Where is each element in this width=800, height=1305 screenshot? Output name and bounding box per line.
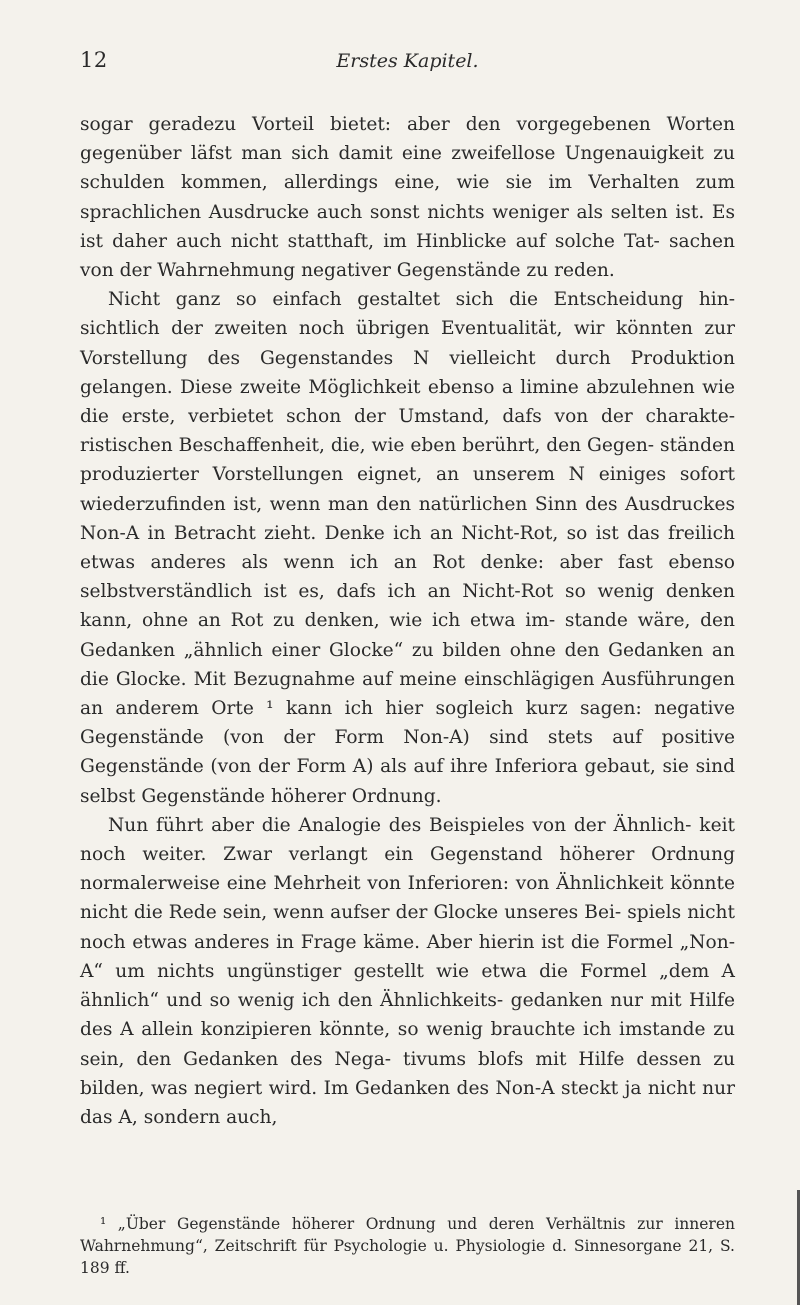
page-number: 12	[80, 48, 108, 72]
paragraph-1: sogar geradezu Vorteil bietet: aber den vorgegebenen Worten gegenüber läfst man sich damit eine zweifellose Ungenauigkeit zu schulden kommen, allerdings eine, wie sie im Verhalten zum sprachlichen Ausdrucke auch sonst nichts weniger als selten ist. Es ist daher auch nicht statthaft, im Hinblicke auf solche Tat- sachen von der Wahrnehmung negativer Gegenstände zu reden.	[80, 114, 735, 282]
paragraph-3: Nun führt aber die Analogie des Beispieles von der Ähnlich- keit noch weiter. Zwar verlangt ein Gegenstand höherer Ordnung normalerweise eine Mehrheit von Inferioren: von Ähnlichkeit könnte nicht die Rede sein, wenn aufser der Glocke unseres Bei- spiels nicht noch etwas anderes in Frage käme. Aber hierin ist die Formel „Non-A“ um nichts ungünstiger gestellt wie etwa die Formel „dem A ähnlich“ und so wenig ich den Ähnlichkeits- gedanken nur mit Hilfe des A allein konzipieren könnte, so wenig brauchte ich imstande zu sein, den Gedanken des Nega- tivums blofs mit Hilfe dessen zu bilden, was negiert wird. Im Gedanken des Non-A steckt ja nicht nur das A, sondern auch,	[80, 814, 735, 1128]
body-text	[80, 110, 735, 1132]
running-head: Erstes Kapitel.	[336, 50, 479, 72]
footnote: ¹ „Über Gegenstände höherer Ordnung und deren Verhältnis zur inneren Wahrnehmung“, Zeitschrift für Psychologie u. Physiologie d. Sinnesorgane 21, S. 189 ff.	[80, 1215, 735, 1277]
page-header	[80, 48, 735, 78]
paragraph-2: Nicht ganz so einfach gestaltet sich die Entscheidung hin- sichtlich der zweiten noch übrigen Eventualität, wir könnten zur Vorstellung des Gegenstandes N vielleicht durch Produktion gelangen. Diese zweite Möglichkeit ebenso a limine abzulehnen wie die erste, verbietet schon der Umstand, dafs von der charakte- ristischen Beschaffenheit, die, wie eben berührt, den Gegen- ständen produzierter Vorstellungen eignet, an unserem N einiges sofort wiederzufinden ist, wenn man den natürlichen Sinn des Ausdruckes Non-A in Betracht zieht. Denke ich an Nicht-Rot, so ist das freilich etwas anderes als wenn ich an Rot denke: aber fast ebenso selbstverständlich ist es, dafs ich an Nicht-Rot so wenig denken kann, ohne an Rot zu denken, wie ich etwa im- stande wäre, den Gedanken „ähnlich einer Glocke“ zu bilden ohne den Gedanken an die Glocke. Mit Bezugnahme auf meine einschlägigen Ausführungen an anderem Orte ¹ kann ich hier sogleich kurz sagen: negative Gegenstände (von der Form Non-A) sind stets auf positive Gegenstände (von der Form A) als auf ihre Inferiora gebaut, sie sind selbst Gegenstände höherer Ordnung.	[80, 289, 735, 807]
